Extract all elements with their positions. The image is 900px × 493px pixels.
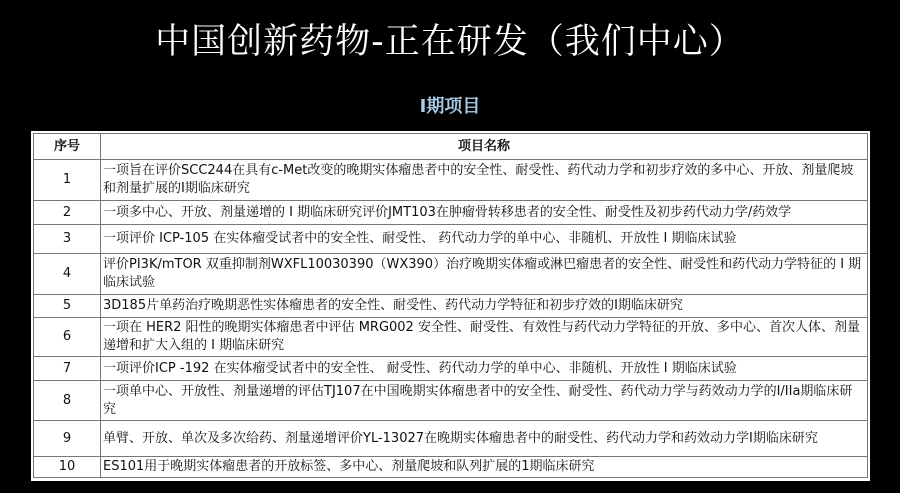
table-row [34,381,868,421]
row-number: 8 [34,381,101,421]
project-name: 3D185片单药治疗晚期恶性实体瘤患者的安全性、耐受性、药代动力学特征和初步疗效的I期临床研究 [101,295,868,318]
project-name: 一项在 HER2 阳性的晚期实体瘤患者中评估 MRG002 安全性、耐受性、有效性与药代动力学特征的开放、多中心、首次人体、剂量递增和扩大入组的 I 期临床研究 [101,318,868,357]
project-name: 一项评价 ICP-105 在实体瘤受试者中的安全性、耐受性、 药代动力学的单中心、非随机、开放性 I 期临床试验 [101,225,868,254]
row-number: 5 [34,295,101,318]
table-row [34,295,868,318]
project-name: 一项评价ICP -192 在实体瘤受试者中的安全性、 耐受性、药代动力学的单中心、非随机、开放性 I 期临床试验 [101,357,868,381]
project-name: 评价PI3K/mTOR 双重抑制剂WXFL10030390（WX390）治疗晚期实体瘤或淋巴瘤患者的安全性、耐受性和药代动力学特征的 I 期临床试验 [101,254,868,295]
row-number: 2 [34,201,101,225]
row-number: 1 [34,160,101,201]
row-number: 3 [34,225,101,254]
row-number: 6 [34,318,101,357]
project-name: 一项单中心、开放性、剂量递增的评估TJ107在中国晚期实体瘤患者中的安全性、耐受性、药代动力学与药效动力学的I/IIa期临床研究 [101,381,868,421]
column-header-name: 项目名称 [101,134,868,160]
projects-table [33,133,868,478]
table-row [34,457,868,478]
row-number: 4 [34,254,101,295]
projects-table-panel [31,131,870,481]
table-row [34,357,868,381]
table-row [34,201,868,225]
table-header-row [34,134,868,160]
page-title: 中国创新药物-正在研发（我们中心） [155,22,745,62]
project-name: ES101用于晚期实体瘤患者的开放标签、多中心、剂量爬坡和队列扩展的1期临床研究 [101,457,868,478]
table-row [34,318,868,357]
row-number: 10 [34,457,101,478]
table-row [34,225,868,254]
row-number: 9 [34,421,101,457]
section-subtitle: I期项目 [419,96,481,117]
table-row [34,421,868,457]
project-name: 一项多中心、开放、剂量递增的 I 期临床研究评价JMT103在肿瘤骨转移患者的安全性、耐受性及初步药代动力学/药效学 [101,201,868,225]
table-row [34,254,868,295]
project-name: 一项旨在评价SCC244在具有c-Met改变的晚期实体瘤患者中的安全性、耐受性、药代动力学和初步疗效的多中心、开放、剂量爬坡和剂量扩展的I期临床研究 [101,160,868,201]
project-name: 单臂、开放、单次及多次给药、剂量递增评价YL-13027在晚期实体瘤患者中的耐受性、药代动力学和药效动力学I期临床研究 [101,421,868,457]
row-number: 7 [34,357,101,381]
table-row [34,160,868,201]
column-header-number: 序号 [34,134,101,160]
